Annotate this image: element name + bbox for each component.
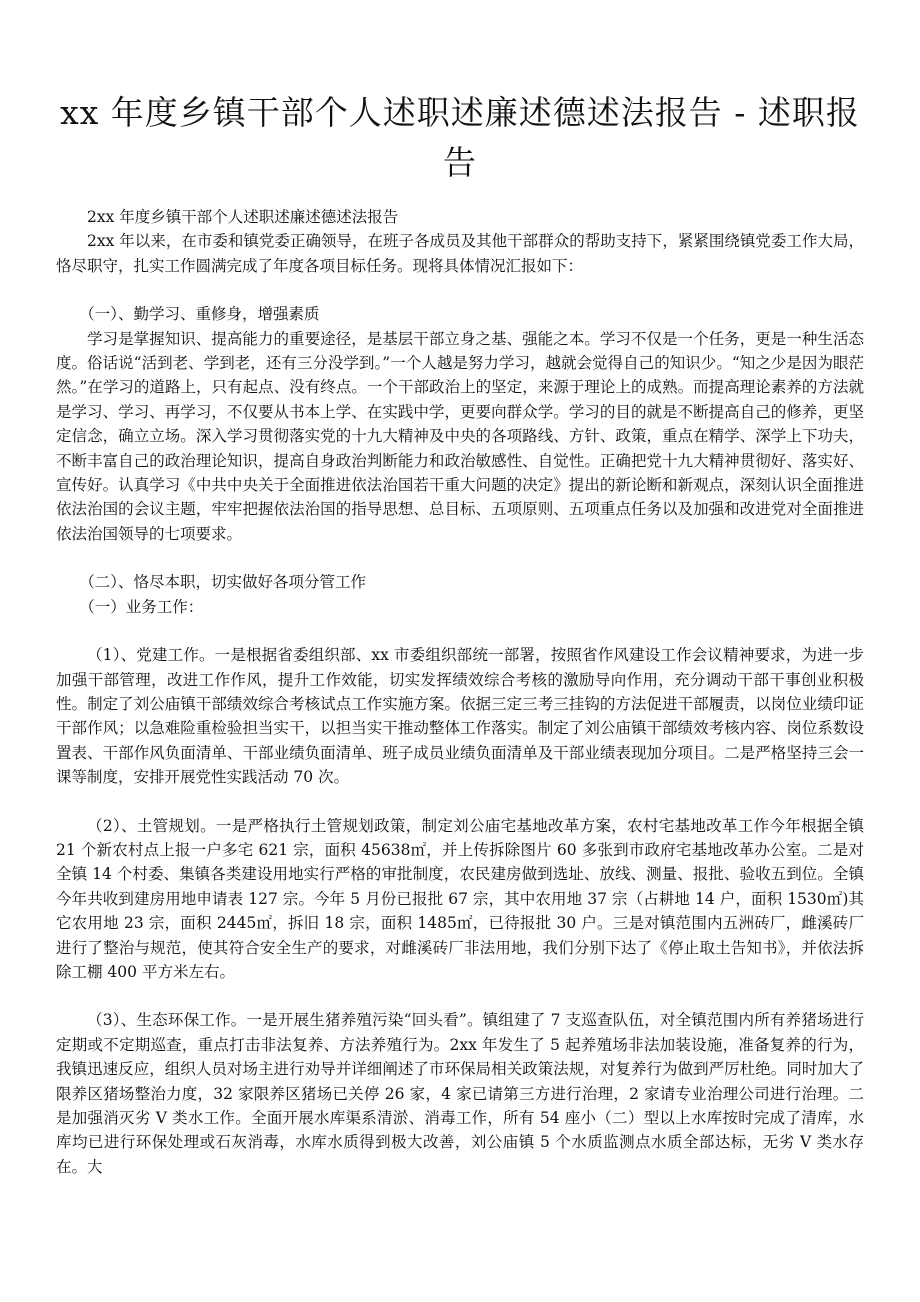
paragraph-gap (56, 546, 864, 570)
party-building-paragraph: （1）、党建工作。一是根据省委组织部、xx 市委组织部统一部署，按照省作风建设工作会议精神要求，为进一步加强干部管理，改进工作作风，提升工作效能，切实发挥绩效综合考核的激励导向作用，充分调动干部干事创业积极性。制定了刘公庙镇干部绩效综合考核试点工作实施方案。依据三定三考三挂钩的方法促进干部履责，以岗位业绩印证干部作风；以急难险重检验担当实干，以担当实干推动整体工作落实。制定了刘公庙镇干部绩效考核内容、岗位系数设置表、干部作风负面清单、干部业绩负面清单、班子成员业绩负面清单及干部业绩表现加分项目。二是严格坚持三会一课等制度，安排开展党性实践活动 70 次。 (56, 646, 864, 787)
document-body (56, 205, 864, 1179)
section-heading-study: （一）、勤学习、重修身，增强素质 (79, 305, 320, 324)
intro-paragraph: 2xx 年以来，在市委和镇党委正确领导，在班子各成员及其他干部群众的帮助支持下，紧紧围绕镇党委工作大局，恪尽职守，扎实工作圆满完成了年度各项目标任务。现将具体情况汇报如下： (56, 232, 864, 275)
report-subtitle: 2xx 年度乡镇干部个人述职述廉述德述法报告 (87, 208, 399, 226)
study-paragraph: 学习是掌握知识、提高能力的重要途径，是基层干部立身之基、强能之本。学习不仅是一个任务，更是一种生活态度。俗话说“活到老、学到老，还有三分没学到。”一个人越是努力学习，越就会觉得自己的知识少。“知之少是因为眼茫然。”在学习的道路上，只有起点、没有终点。一个干部政治上的坚定，来源于理论上的成熟。而提高理论素养的方法就是学习、学习、再学习，不仅要从书本上学、在实践中学，更要向群众学。学习的目的就是不断提高自己的修养，更坚定信念，确立立场。深入学习贯彻落实党的十九大精神及中央的各项路线、方针、政策，重点在精学、深学上下功夫，不断丰富自己的政治理论知识，提高自身政治判断能力和政治敏感性、自觉性。正确把党十九大精神贯彻好、落实好、宣传好。认真学习《中共中央关于全面推进依法治国若干重大问题的决定》提出的新论断和新观点，深刻认识全面推进依法治国的会议主题，牢牢把握依法治国的指导思想、总目标、五项原则、五项重点任务以及加强和改进党对全面推进依法治国领导的七项要求。 (56, 329, 864, 543)
document-title: xx 年度乡镇干部个人述职述廉述德述法报告 - 述职报告 (60, 93, 860, 182)
subsection-heading-business: （一）业务工作： (79, 597, 204, 616)
land-planning-paragraph: （2）、土管规划。一是严格执行土管规划政策，制定刘公庙宅基地改革方案，农村宅基地改革工作今年根据全镇 21 个新农村点上报一户多宅 621 宗，面积 45638㎡，并上传拆除图片 60 多张到市政府宅基地改革办公室。二是对全镇 14 个村委、集镇各类建设用地实行严格的审批制度，农民建房做到选址、放线、测量、报批、验收五到位。全镇今年共收到建房用地申请表 127 宗。今年 5 月份已报批 67 宗，其中农用地 37 宗（占耕地 14 户，面积 1530㎡)其它农用地 23 宗，面积 2445㎡，拆旧 18 宗，面积 1485㎡，已待报批 30 户。三是对镇范围内五洲砖厂，雌溪砖厂进行了整治与规范，使其符合安全生产的要求，对雌溪砖厂非法用地，我们分别下达了《停止取土告知书》，并依法拆除工棚 400 平方米左右。 (56, 816, 864, 981)
paragraph-gap (56, 278, 864, 302)
section-heading-duties: （二）、恪尽本职，切实做好各项分管工作 (79, 573, 367, 592)
paragraph-gap (56, 790, 864, 814)
environment-paragraph: （3）、生态环保工作。一是开展生猪养殖污染“回头看”。镇组建了 7 支巡查队伍，对全镇范围内所有养猪场进行定期或不定期巡查，重点打击非法复养、方法养殖行为。2xx 年发生了 5 起养殖场非法加装设施，准备复养的行为，我镇迅速反应，组织人员对场主进行劝导并详细阐述了市环保局相关政策法规，对复养行为做到严厉杜绝。同时加大了限养区猪场整治力度，32 家限养区猪场已关停 26 家，4 家已请第三方进行治理，2 家请专业治理公司进行治理。二是加强消灭劣 V 类水工作。全面开展水库渠系清淤、消毒工作，所有 54 座小（二）型以上水库按时完成了清库，水库均已进行环保处理或石灰消毒，水库水质得到极大改善，刘公庙镇 5 个水质监测点水质全部达标，无劣 V 类水存在。大 (56, 1011, 864, 1176)
paragraph-gap (56, 984, 864, 1008)
paragraph-gap (56, 619, 864, 643)
